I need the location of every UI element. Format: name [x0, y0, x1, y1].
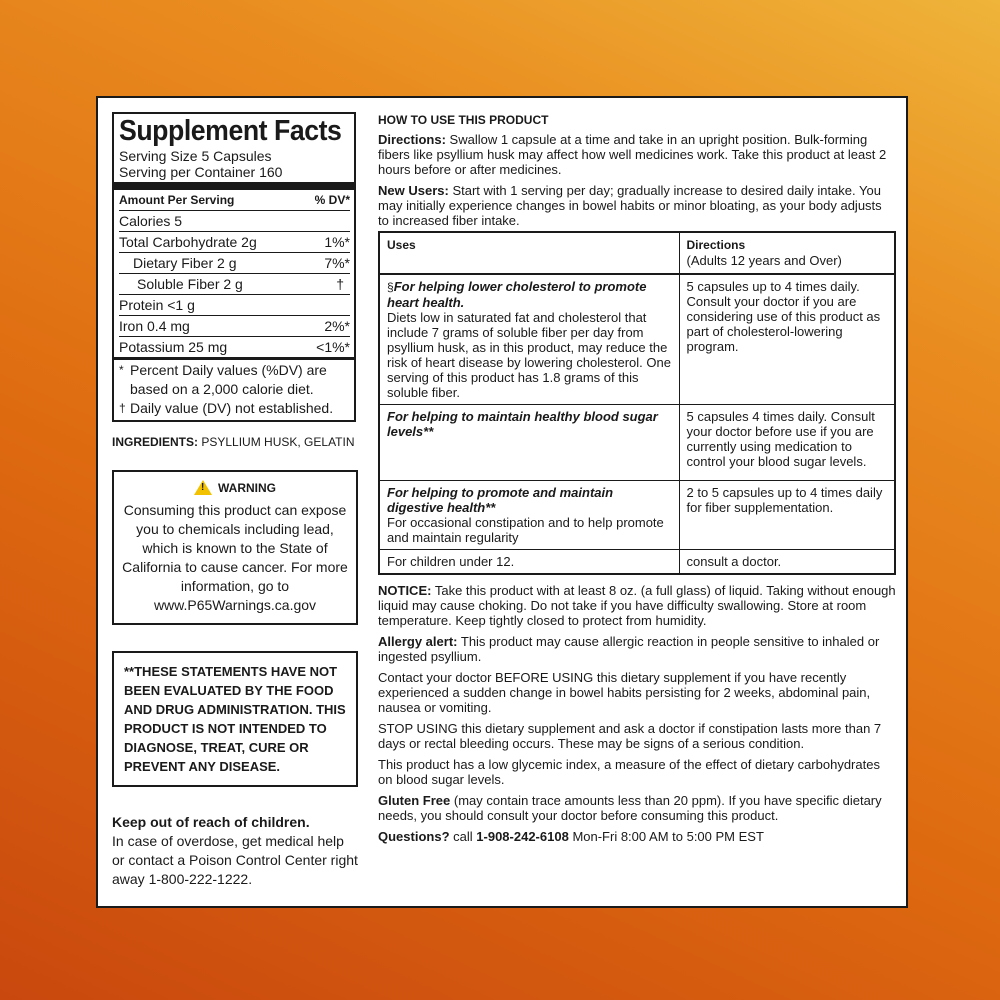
supplement-facts-box [112, 112, 356, 422]
facts-row-label: Soluble Fiber 2 g [137, 276, 243, 292]
facts-row-dv: 2%* [324, 318, 350, 334]
facts-row-dv: 1%* [324, 234, 350, 250]
footnote-symbol: * [119, 363, 124, 377]
direction-cell: 2 to 5 capsules up to 4 times daily for fiber supplementation. [679, 481, 895, 550]
facts-row-label: Protein <1 g [119, 297, 195, 313]
section-symbol: § [387, 280, 394, 294]
footnote-text: Percent Daily values (%DV) are based on a 2,000 calorie diet. [130, 362, 327, 397]
directions-header: Directions [686, 238, 746, 252]
glycemic-paragraph: This product has a low glycemic index, a measure of the effect of dietary carbohydrates on blood sugar levels. [378, 757, 880, 787]
use-text: Diets low in saturated fat and cholesterol that include 7 grams of soluble fiber per day from psyllium husk, as in this product, may reduce the risk of heart disease by lowering cholesterol. One serving of this product has 1.8 grams of this soluble fiber. [387, 310, 671, 400]
amount-per-serving-header: Amount Per Serving [119, 193, 235, 207]
how-to-use-heading: HOW TO USE THIS PRODUCT [378, 113, 549, 127]
allergy-paragraph [378, 634, 896, 664]
ingredients [112, 434, 358, 450]
ingredients-value: PSYLLIUM HUSK, GELATIN [201, 435, 355, 449]
right-column [378, 112, 896, 844]
footnote-text: Daily value (DV) not established. [130, 400, 334, 416]
servings-per-container: Serving per Container 160 [119, 164, 283, 180]
ingredients-label: INGREDIENTS: [112, 435, 199, 449]
notice-label: NOTICE: [378, 583, 432, 598]
contact-doctor-paragraph: Contact your doctor BEFORE USING this dietary supplement if you have recently experienced a sudden change in bowel habits persisting for 2 weeks, abdominal pain, nausea or vomiting. [378, 670, 871, 715]
facts-row-potassium [119, 336, 350, 357]
left-column [112, 112, 358, 889]
questions-phone: 1-908-242-6108 [476, 829, 569, 844]
footnote-not-established [119, 399, 350, 418]
stop-using-paragraph: STOP USING this dietary supplement and ask a doctor if constipation lasts more than 7 days or rectal bleeding occurs. These may be signs of a serious condition. [378, 721, 882, 751]
gluten-label: Gluten Free [378, 793, 451, 808]
keep-out-of-reach [112, 813, 358, 889]
facts-row-soluble-fiber [119, 273, 350, 294]
serving-size: Serving Size 5 Capsules [119, 148, 272, 164]
notice-paragraph [378, 583, 896, 628]
warning-text: Consuming this product can expose you to chemicals including lead, which is known to the State of California to cause cancer. For more information, go to www.P65Warnings.ca.gov [122, 502, 348, 613]
dv-header: % DV* [314, 193, 350, 207]
use-text: For occasional constipation and to help promote and maintain regularity [387, 515, 664, 545]
directions-paragraph [378, 132, 896, 177]
facts-row-carbohydrate [119, 231, 350, 252]
warning-triangle-icon [194, 480, 212, 495]
gluten-free-paragraph [378, 793, 896, 823]
uses-header-cell [379, 232, 679, 274]
table-row [379, 274, 895, 405]
use-title: For helping lower cholesterol to promote heart health. [387, 279, 647, 310]
uses-table-header [379, 232, 895, 274]
new-users-paragraph [378, 183, 896, 228]
footnote-dv [119, 361, 350, 399]
facts-row-label: Iron 0.4 mg [119, 318, 190, 334]
fda-statement-box: **THESE STATEMENTS HAVE NOT BEEN EVALUATED BY THE FOOD AND DRUG ADMINISTRATION. THIS PRODUCT IS NOT INTENDED TO DIAGNOSE, TREAT, CURE OR PREVENT ANY DISEASE. [112, 651, 358, 787]
facts-row-label: Calories 5 [119, 213, 183, 229]
uses-header: Uses [387, 238, 416, 252]
questions-hours: Mon-Fri 8:00 AM to 5:00 PM EST [572, 829, 764, 844]
direction-cell: consult a doctor. [679, 550, 895, 575]
notice-text: Take this product with at least 8 oz. (a full glass) of liquid. Taking without enough liquid may cause choking. Do not take if you have difficulty swallowing. Store at room temperature. Keep tightly closed to protect from humidity. [378, 583, 896, 628]
keep-out-title: Keep out of reach of children. [112, 814, 310, 830]
use-cell [379, 274, 679, 405]
direction-cell: 5 capsules up to 4 times daily. Consult your doctor if you are considering use of this product as part of cholesterol-lowering program. [679, 274, 895, 405]
use-title: For helping to promote and maintain digestive health** [387, 485, 614, 515]
facts-row-dv: 7%* [324, 255, 350, 271]
directions-label: Directions: [378, 132, 446, 147]
directions-header-cell [679, 232, 895, 274]
questions-call: call [453, 829, 473, 844]
uses-table [378, 231, 896, 575]
new-users-label: New Users: [378, 183, 449, 198]
use-title: For helping to maintain healthy blood sugar levels** [387, 409, 658, 439]
direction-cell: 5 capsules 4 times daily. Consult your doctor before use if you are currently using medication to control your blood sugar levels. [679, 405, 895, 481]
warning-title: WARNING [218, 480, 276, 495]
questions-paragraph [378, 829, 896, 844]
facts-row-calories [119, 210, 350, 231]
facts-row-protein [119, 294, 350, 315]
facts-row-label: Total Carbohydrate 2g [119, 234, 257, 250]
prop65-warning-box [112, 470, 358, 625]
facts-row-dv: † [336, 276, 344, 292]
facts-footnotes [119, 360, 350, 418]
use-cell [379, 481, 679, 550]
facts-header-row [119, 190, 350, 210]
keep-out-text: In case of overdose, get medical help or contact a Poison Control Center right away 1-800-222-1222. [112, 833, 358, 887]
supplement-facts-title: Supplement Facts [119, 115, 342, 147]
footnote-symbol: † [119, 401, 126, 415]
table-row [379, 481, 895, 550]
facts-row-label: Dietary Fiber 2 g [133, 255, 237, 271]
facts-row-iron [119, 315, 350, 336]
allergy-text: This product may cause allergic reaction in people sensitive to inhaled or ingested psyllium. [378, 634, 880, 664]
new-users-text: Start with 1 serving per day; gradually increase to desired daily intake. You may initially experience changes in bowel habits or minor bloating, as your body adjusts to increased fiber intake. [378, 183, 882, 228]
table-row [379, 405, 895, 481]
label-panel [96, 96, 908, 908]
use-cell [379, 405, 679, 481]
facts-row-label: Potassium 25 mg [119, 339, 228, 355]
warning-header [120, 480, 350, 495]
directions-subheader: (Adults 12 years and Over) [686, 253, 842, 268]
table-row [379, 550, 895, 575]
facts-row-dietary-fiber [119, 252, 350, 273]
allergy-label: Allergy alert: [378, 634, 458, 649]
use-cell: For children under 12. [379, 550, 679, 575]
facts-row-dv: <1%* [316, 339, 350, 355]
gluten-text: (may contain trace amounts less than 20 ppm). If you have specific dietary needs, you should consult your doctor before consuming this product. [378, 793, 882, 823]
directions-text: Swallow 1 capsule at a time and take in an upright position. Bulk-forming fibers like psyllium husk may affect how well medicines work. Take this product at least 2 hours before or after medicines. [378, 132, 887, 177]
thick-divider [114, 182, 354, 190]
questions-label: Questions? [378, 829, 450, 844]
